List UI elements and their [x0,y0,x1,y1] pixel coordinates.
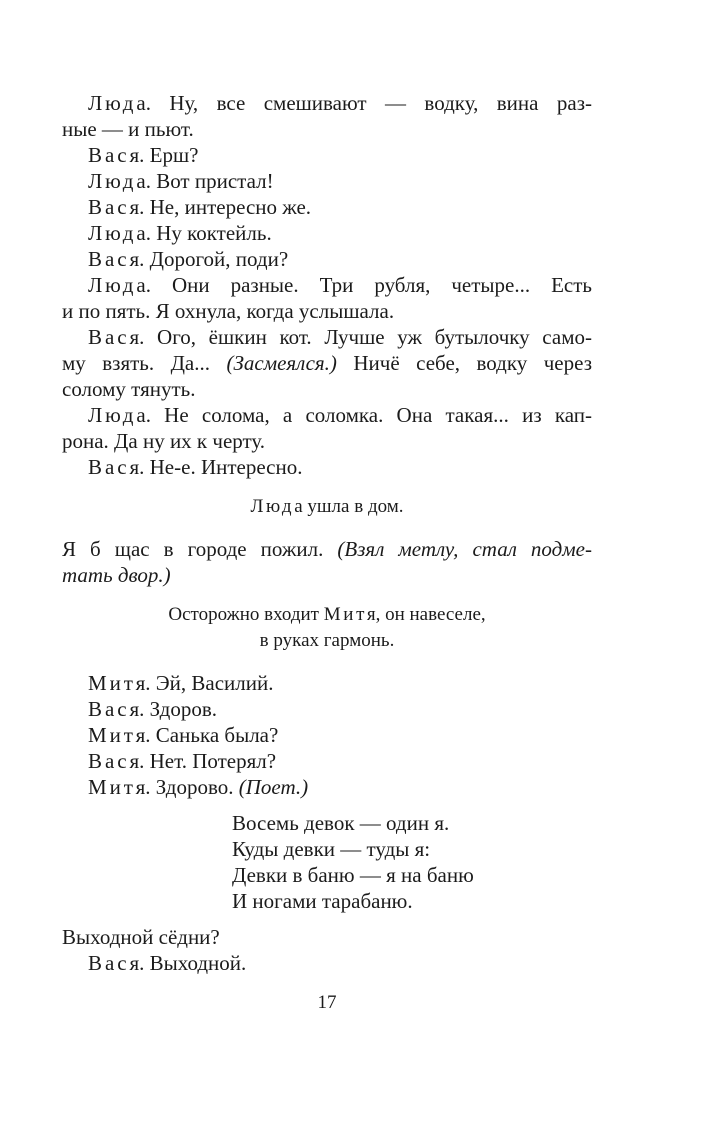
text-segment: ушла в дом. [302,496,404,517]
character-name: Вася [88,325,143,349]
text-segment: . Ну коктейль. [145,221,272,245]
dialogue-line [62,924,592,950]
text-column [62,90,592,1016]
dialogue-line [62,272,592,298]
dialogue-line [62,402,592,428]
text-segment: Девки в баню — я на баню [232,863,474,887]
dialogue-line [62,376,592,402]
dialogue-block [62,90,592,480]
dialogue-block [62,536,592,588]
text-segment: . Выходной. [139,951,247,975]
character-name: Люда [88,91,149,115]
dialogue-line [62,168,592,194]
direction-line [62,602,592,628]
stage-note: (Поет.) [238,775,309,799]
text-segment: . Эй, Василий. [145,671,274,695]
text-segment: . Не солома, а соломка. Она такая... из кап- [145,403,592,427]
text-segment: Я б щас в городе пожил. [62,537,338,561]
dialogue-line [62,350,592,376]
text-segment: в руках гармонь. [259,630,395,651]
text-segment: . Здорово. [145,775,239,799]
dialogue-line [62,454,592,480]
text-segment: . Вот пристал! [145,169,274,193]
character-name: Вася [88,951,143,975]
dialogue-line [62,774,592,800]
dialogue-line [62,562,592,588]
text-segment: Ничё себе, водку через [336,351,592,375]
dialogue-line [62,696,592,722]
character-name: Митя [88,723,149,747]
dialogue-line [62,536,592,562]
text-segment: . Ерш? [139,143,199,167]
character-name: Вася [88,455,143,479]
text-segment: . Санька была? [145,723,279,747]
text-segment: му взять. Да... [62,351,227,375]
verse-line [232,810,592,836]
dialogue-line [62,220,592,246]
text-segment: . Они разные. Три рубля, четыре... Есть [145,273,592,297]
direction-line [62,628,592,654]
character-name: Вася [88,247,143,271]
text-segment: солому тянуть. [62,377,196,401]
character-name: Вася [88,143,143,167]
dialogue-line [62,670,592,696]
stage-direction-block [62,494,592,520]
stage-note: тать двор.) [62,563,171,587]
verse-line [232,862,592,888]
stage-direction-block [62,602,592,654]
verse-block [232,810,592,914]
text-segment: и по пять. Я охнула, когда услышала. [62,299,395,323]
dialogue-line [62,428,592,454]
dialogue-line [62,722,592,748]
character-name: Люда [88,221,149,245]
text-segment: . Не, интересно же. [139,195,312,219]
dialogue-line [62,90,592,116]
text-segment: ные — и пьют. [62,117,194,141]
dialogue-line [62,324,592,350]
character-name: Вася [88,195,143,219]
text-segment: Осторожно входит [168,604,324,625]
character-name: Люда [250,496,306,517]
character-name: Вася [88,697,143,721]
dialogue-block [62,670,592,800]
dialogue-line [62,246,592,272]
character-name: Люда [88,403,149,427]
dialogue-line [62,194,592,220]
dialogue-line [62,142,592,168]
dialogue-line [62,298,592,324]
stage-note: (Взял метлу, стал подме- [337,537,592,561]
text-segment: Выходной сёдни? [62,925,220,949]
character-name: Вася [88,749,143,773]
text-segment: . Ого, ёшкин кот. Лучше уж бутылочку само- [139,325,592,349]
character-name: Митя [88,775,149,799]
character-name: Митя [88,671,149,695]
text-segment: . Не-е. Интересно. [139,455,303,479]
character-name: Митя [323,604,379,625]
character-name: Люда [88,169,149,193]
stage-note: (Засмеялся.) [226,351,337,375]
text-segment: И ногами тарабаню. [232,889,413,913]
dialogue-line [62,748,592,774]
dialogue-line [62,950,592,976]
character-name: Люда [88,273,149,297]
text-segment: Восемь девок — один я. [232,811,450,835]
verse-line [232,888,592,914]
dialogue-block [62,924,592,976]
page-number: 17 [317,992,337,1013]
dialogue-line [62,116,592,142]
verse-line [232,836,592,862]
text-segment: Куды девки — туды я: [232,837,431,861]
text-segment: , он навеселе, [375,604,486,625]
text-segment: . Здоров. [139,697,217,721]
text-segment: . Ну, все смешивают — водку, вина раз- [145,91,592,115]
text-segment: . Нет. Потерял? [139,749,277,773]
direction-line [62,494,592,520]
text-segment: рона. Да ну их к черту. [62,429,266,453]
text-segment: . Дорогой, поди? [139,247,289,271]
